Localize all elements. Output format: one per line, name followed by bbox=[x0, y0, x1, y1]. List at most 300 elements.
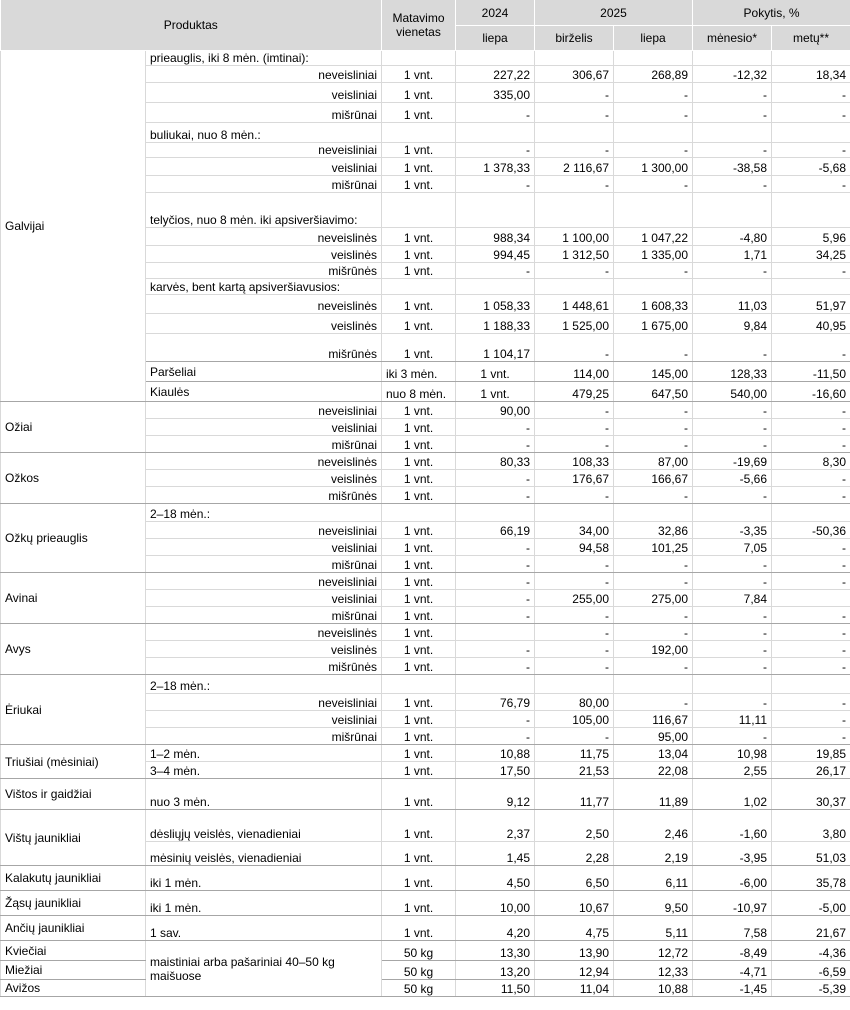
unit-cell: 1 vnt. bbox=[382, 573, 456, 590]
value-cell: 6,50 bbox=[535, 866, 614, 891]
product-spec: 3–4 mėn. bbox=[146, 762, 382, 779]
value-cell bbox=[614, 51, 693, 66]
value-cell: 1 100,00 bbox=[535, 228, 614, 246]
value-cell: - bbox=[772, 263, 850, 279]
value-cell: - bbox=[693, 694, 772, 711]
value-cell: - bbox=[535, 402, 614, 419]
table-row bbox=[1, 779, 850, 810]
value-cell: - bbox=[772, 539, 850, 556]
header-sub-3: mėnesio* bbox=[693, 26, 772, 51]
table-row bbox=[1, 980, 850, 997]
value-cell: 21,53 bbox=[535, 762, 614, 779]
table-row bbox=[1, 402, 850, 419]
unit-cell: 1 vnt. bbox=[382, 556, 456, 573]
table-row bbox=[1, 866, 850, 891]
product-name: Vištų jaunikliai bbox=[1, 810, 146, 866]
value-cell bbox=[535, 675, 614, 694]
value-cell bbox=[535, 504, 614, 522]
value-cell: 540,00 bbox=[693, 382, 772, 402]
product-spec: 1 sav. bbox=[146, 916, 382, 941]
value-cell: 994,45 bbox=[456, 246, 535, 263]
unit-cell: 1 vnt. bbox=[382, 810, 456, 842]
value-cell: 26,17 bbox=[772, 762, 850, 779]
value-cell: -5,66 bbox=[693, 470, 772, 487]
value-cell: - bbox=[772, 624, 850, 641]
unit-cell bbox=[382, 675, 456, 694]
product-spec: iki 1 mėn. bbox=[146, 866, 382, 891]
header-change: Pokytis, % bbox=[693, 0, 850, 26]
value-cell: 9,12 bbox=[456, 779, 535, 810]
value-cell: 268,89 bbox=[614, 66, 693, 83]
header-product: Produktas bbox=[1, 0, 382, 51]
product-spec: mišrūnai bbox=[146, 103, 382, 123]
unit-cell: 1 vnt. bbox=[382, 158, 456, 176]
value-cell: 13,20 bbox=[456, 961, 535, 980]
unit-cell: 1 vnt. bbox=[382, 745, 456, 762]
product-name: Kviečiai bbox=[1, 941, 146, 961]
value-cell: 227,22 bbox=[456, 66, 535, 83]
unit-cell: 1 vnt. bbox=[382, 779, 456, 810]
value-cell: 2,46 bbox=[614, 810, 693, 842]
table-body bbox=[1, 51, 850, 997]
value-cell: - bbox=[614, 694, 693, 711]
unit-cell: 1 vnt. bbox=[382, 522, 456, 539]
value-cell: 2 116,67 bbox=[535, 158, 614, 176]
product-name: Paršeliai bbox=[146, 362, 382, 382]
product-spec: neveisliniai bbox=[146, 573, 382, 590]
value-cell: 76,79 bbox=[456, 694, 535, 711]
value-cell: - bbox=[535, 334, 614, 362]
product-spec: mišrūnai bbox=[146, 728, 382, 745]
value-cell: 192,00 bbox=[614, 641, 693, 658]
value-cell: 335,00 bbox=[456, 83, 535, 103]
value-cell: - bbox=[693, 658, 772, 675]
product-spec: veisliniai bbox=[146, 711, 382, 728]
value-cell: -4,80 bbox=[693, 228, 772, 246]
value-cell: 108,33 bbox=[535, 453, 614, 470]
value-cell: - bbox=[614, 334, 693, 362]
value-cell: -6,00 bbox=[693, 866, 772, 891]
value-cell bbox=[693, 123, 772, 143]
value-cell: - bbox=[456, 556, 535, 573]
product-name: Ančių jaunikliai bbox=[1, 916, 146, 941]
value-cell: 11,75 bbox=[535, 745, 614, 762]
value-cell: - bbox=[614, 573, 693, 590]
value-cell bbox=[456, 279, 535, 295]
value-cell: 479,25 bbox=[535, 382, 614, 402]
product-name: Vištos ir gaidžiai bbox=[1, 779, 146, 810]
value-cell bbox=[456, 51, 535, 66]
value-cell: 2,50 bbox=[535, 810, 614, 842]
value-cell: - bbox=[456, 590, 535, 607]
table-row bbox=[1, 916, 850, 941]
value-cell: - bbox=[535, 573, 614, 590]
unit-cell: 1 vnt. bbox=[382, 842, 456, 866]
value-cell: 116,67 bbox=[614, 711, 693, 728]
value-cell: -5,39 bbox=[772, 980, 850, 997]
unit-cell: 50 kg bbox=[382, 980, 456, 997]
product-spec: veisliniai bbox=[146, 539, 382, 556]
value-cell bbox=[772, 193, 850, 228]
header-year-2024: 2024 bbox=[456, 0, 535, 26]
value-cell: -38,58 bbox=[693, 158, 772, 176]
value-cell: 275,00 bbox=[614, 590, 693, 607]
product-spec: prieauglis, iki 8 mėn. (imtinai): bbox=[146, 51, 382, 66]
value-cell: - bbox=[535, 176, 614, 193]
value-cell bbox=[456, 123, 535, 143]
value-cell: - bbox=[693, 103, 772, 123]
value-cell: - bbox=[693, 556, 772, 573]
unit-cell: 1 vnt. bbox=[382, 624, 456, 641]
value-cell: 51,03 bbox=[772, 842, 850, 866]
value-cell: 32,86 bbox=[614, 522, 693, 539]
unit-cell: 1 vnt. bbox=[382, 66, 456, 83]
value-cell: 12,94 bbox=[535, 961, 614, 980]
value-cell: 80,00 bbox=[535, 694, 614, 711]
value-cell: 1 047,22 bbox=[614, 228, 693, 246]
value-cell bbox=[772, 504, 850, 522]
value-cell bbox=[614, 193, 693, 228]
product-spec: veisliniai bbox=[146, 83, 382, 103]
value-cell: 1 335,00 bbox=[614, 246, 693, 263]
value-cell bbox=[693, 675, 772, 694]
product-spec: neveislinės bbox=[146, 228, 382, 246]
value-cell: - bbox=[614, 419, 693, 436]
value-cell: - bbox=[614, 658, 693, 675]
value-cell: 10,67 bbox=[535, 891, 614, 916]
value-cell: - bbox=[693, 83, 772, 103]
value-cell: - bbox=[693, 263, 772, 279]
value-cell: 2,55 bbox=[693, 762, 772, 779]
product-spec: mišrūnai bbox=[146, 556, 382, 573]
value-cell: - bbox=[535, 143, 614, 158]
unit-cell: 1 vnt. bbox=[382, 694, 456, 711]
value-cell: 5,96 bbox=[772, 228, 850, 246]
value-cell: - bbox=[614, 176, 693, 193]
value-cell: 2,19 bbox=[614, 842, 693, 866]
product-spec: 1–2 mėn. bbox=[146, 745, 382, 762]
value-cell: - bbox=[614, 436, 693, 453]
product-spec: veislinės bbox=[146, 246, 382, 263]
product-spec: neveislinės bbox=[146, 453, 382, 470]
value-cell: 10,98 bbox=[693, 745, 772, 762]
header-sub-1: birželis bbox=[535, 26, 614, 51]
table-row bbox=[1, 504, 850, 522]
value-cell bbox=[456, 193, 535, 228]
value-cell bbox=[772, 279, 850, 295]
unit-cell bbox=[382, 279, 456, 295]
value-cell: - bbox=[614, 143, 693, 158]
value-cell: - bbox=[456, 436, 535, 453]
value-cell: - bbox=[693, 143, 772, 158]
value-cell bbox=[535, 193, 614, 228]
value-cell: 4,50 bbox=[456, 866, 535, 891]
table-row bbox=[1, 675, 850, 694]
unit-cell: 1 vnt. bbox=[382, 83, 456, 103]
value-cell: 1 525,00 bbox=[535, 314, 614, 334]
product-spec: neveisliniai bbox=[146, 694, 382, 711]
value-cell: - bbox=[693, 487, 772, 504]
value-cell: -3,95 bbox=[693, 842, 772, 866]
value-cell: - bbox=[693, 419, 772, 436]
value-cell bbox=[535, 123, 614, 143]
unit-cell: 1 vnt. bbox=[382, 419, 456, 436]
value-cell: 10,00 bbox=[456, 891, 535, 916]
value-cell: - bbox=[535, 103, 614, 123]
value-cell: -4,36 bbox=[772, 941, 850, 961]
product-spec: veislinės bbox=[146, 470, 382, 487]
value-cell bbox=[772, 590, 850, 607]
unit-cell: 1 vnt. bbox=[382, 436, 456, 453]
product-spec: neveisliniai bbox=[146, 522, 382, 539]
table-row bbox=[1, 51, 850, 66]
value-cell: - bbox=[535, 728, 614, 745]
value-cell: - bbox=[693, 573, 772, 590]
product-name: Ožkos bbox=[1, 453, 146, 504]
value-cell: - bbox=[535, 419, 614, 436]
value-cell: 17,50 bbox=[456, 762, 535, 779]
value-cell: - bbox=[772, 641, 850, 658]
unit-cell: 1 vnt. bbox=[382, 314, 456, 334]
value-cell: 647,50 bbox=[614, 382, 693, 402]
value-cell: - bbox=[614, 103, 693, 123]
product-spec: mėsinių veislės, vienadieniai bbox=[146, 842, 382, 866]
value-cell: - bbox=[456, 103, 535, 123]
value-cell: - bbox=[614, 83, 693, 103]
product-name: Avinai bbox=[1, 573, 146, 624]
product-spec: 2–18 mėn.: bbox=[146, 675, 382, 694]
product-name: Žąsų jaunikliai bbox=[1, 891, 146, 916]
value-cell: -1,60 bbox=[693, 810, 772, 842]
unit-cell: 1 vnt. bbox=[382, 607, 456, 624]
value-cell: - bbox=[456, 658, 535, 675]
unit-cell: 1 vnt. bbox=[382, 103, 456, 123]
value-cell bbox=[772, 675, 850, 694]
value-cell: - bbox=[535, 641, 614, 658]
value-cell: - bbox=[772, 176, 850, 193]
unit-cell: 1 vnt. bbox=[382, 143, 456, 158]
value-cell: 1,02 bbox=[693, 779, 772, 810]
value-cell: - bbox=[772, 573, 850, 590]
value-cell: 90,00 bbox=[456, 402, 535, 419]
table-row bbox=[1, 891, 850, 916]
value-cell: - bbox=[456, 728, 535, 745]
value-cell: - bbox=[614, 624, 693, 641]
value-cell: - bbox=[772, 487, 850, 504]
value-cell: -16,60 bbox=[772, 382, 850, 402]
value-cell bbox=[693, 193, 772, 228]
value-cell: 1 058,33 bbox=[456, 295, 535, 314]
product-name: Galvijai bbox=[1, 51, 146, 402]
value-cell: 13,90 bbox=[535, 941, 614, 961]
product-name: Triušiai (mėsiniai) bbox=[1, 745, 146, 779]
product-spec: 2–18 mėn.: bbox=[146, 504, 382, 522]
header-year-2025: 2025 bbox=[535, 0, 693, 26]
product-spec: mišrūnės bbox=[146, 334, 382, 362]
product-name: Avys bbox=[1, 624, 146, 675]
value-cell: 66,19 bbox=[456, 522, 535, 539]
unit-cell bbox=[382, 51, 456, 66]
value-cell: - bbox=[614, 487, 693, 504]
unit-cell: 1 vnt. bbox=[382, 453, 456, 470]
product-spec: veisliniai bbox=[146, 590, 382, 607]
value-cell: 1 675,00 bbox=[614, 314, 693, 334]
unit-cell: 1 vnt. bbox=[382, 539, 456, 556]
value-cell: 105,00 bbox=[535, 711, 614, 728]
product-spec: karvės, bent kartą apsiveršiavusios: bbox=[146, 279, 382, 295]
unit-cell: 1 vnt. bbox=[382, 334, 456, 362]
value-cell: -11,50 bbox=[772, 362, 850, 382]
value-cell: - bbox=[772, 419, 850, 436]
value-cell: - bbox=[693, 641, 772, 658]
product-spec: maistiniai arba pašariniai 40–50 kg maišuose bbox=[146, 941, 382, 997]
value-cell: - bbox=[535, 83, 614, 103]
value-cell bbox=[535, 279, 614, 295]
value-cell: - bbox=[693, 624, 772, 641]
value-cell: 1 104,17 bbox=[456, 334, 535, 362]
header-sub-4: metų** bbox=[772, 26, 850, 51]
value-cell: 1 312,50 bbox=[535, 246, 614, 263]
value-cell: - bbox=[456, 470, 535, 487]
value-cell: 306,67 bbox=[535, 66, 614, 83]
value-cell bbox=[456, 504, 535, 522]
product-spec: mišrūnės bbox=[146, 263, 382, 279]
value-cell: 22,08 bbox=[614, 762, 693, 779]
value-cell: 21,67 bbox=[772, 916, 850, 941]
value-cell: -12,32 bbox=[693, 66, 772, 83]
product-spec: veisliniai bbox=[146, 158, 382, 176]
value-cell: 34,25 bbox=[772, 246, 850, 263]
value-cell: - bbox=[693, 334, 772, 362]
unit-cell: 1 vnt. bbox=[382, 866, 456, 891]
unit-cell: 1 vnt. bbox=[382, 762, 456, 779]
product-name: Ėriukai bbox=[1, 675, 146, 745]
product-spec: mišrūnės bbox=[146, 487, 382, 504]
value-cell: 87,00 bbox=[614, 453, 693, 470]
value-cell: - bbox=[772, 728, 850, 745]
product-name: Kalakutų jaunikliai bbox=[1, 866, 146, 891]
unit-cell: 1 vnt. bbox=[382, 641, 456, 658]
product-spec: iki 1 mėn. bbox=[146, 891, 382, 916]
value-cell: - bbox=[456, 263, 535, 279]
value-cell: 19,85 bbox=[772, 745, 850, 762]
value-cell: - bbox=[456, 641, 535, 658]
value-cell bbox=[693, 504, 772, 522]
table-row bbox=[1, 941, 850, 961]
value-cell: 2,37 bbox=[456, 810, 535, 842]
unit-cell bbox=[382, 504, 456, 522]
value-cell: 1,45 bbox=[456, 842, 535, 866]
product-spec: neveislinės bbox=[146, 295, 382, 314]
value-cell: 11,77 bbox=[535, 779, 614, 810]
value-cell: - bbox=[535, 658, 614, 675]
value-cell bbox=[456, 624, 535, 641]
value-cell: - bbox=[693, 176, 772, 193]
value-cell: - bbox=[772, 694, 850, 711]
value-cell: -5,68 bbox=[772, 158, 850, 176]
value-cell: - bbox=[693, 436, 772, 453]
value-cell: 40,95 bbox=[772, 314, 850, 334]
value-cell: - bbox=[614, 402, 693, 419]
value-cell: - bbox=[772, 402, 850, 419]
value-cell: -19,69 bbox=[693, 453, 772, 470]
value-cell: 4,20 bbox=[456, 916, 535, 941]
unit-cell bbox=[382, 123, 456, 143]
value-cell: 30,37 bbox=[772, 779, 850, 810]
unit-cell: 1 vnt. bbox=[382, 891, 456, 916]
unit-cell: 1 vnt. bbox=[382, 246, 456, 263]
value-cell: 11,89 bbox=[614, 779, 693, 810]
value-cell: - bbox=[772, 436, 850, 453]
product-spec: neveisliniai bbox=[146, 402, 382, 419]
value-cell: 1 448,61 bbox=[535, 295, 614, 314]
unit-cell: 1 vnt. bbox=[382, 295, 456, 314]
value-cell: 101,25 bbox=[614, 539, 693, 556]
value-cell bbox=[614, 504, 693, 522]
unit-cell: 50 kg bbox=[382, 961, 456, 980]
value-cell: 95,00 bbox=[614, 728, 693, 745]
value-cell: - bbox=[772, 103, 850, 123]
value-cell: 4,75 bbox=[535, 916, 614, 941]
value-cell: 10,88 bbox=[456, 745, 535, 762]
unit-cell: 1 vnt. bbox=[456, 382, 535, 402]
product-spec: nuo 3 mėn. bbox=[146, 779, 382, 810]
header-sub-2: liepa bbox=[614, 26, 693, 51]
value-cell: -4,71 bbox=[693, 961, 772, 980]
value-cell: 3,80 bbox=[772, 810, 850, 842]
product-name: Ožkų prieauglis bbox=[1, 504, 146, 573]
unit-cell: 1 vnt. bbox=[382, 470, 456, 487]
value-cell: - bbox=[456, 143, 535, 158]
unit-cell: 1 vnt. bbox=[382, 402, 456, 419]
product-name: Avižos bbox=[1, 980, 146, 997]
value-cell: 6,11 bbox=[614, 866, 693, 891]
unit-cell: 50 kg bbox=[382, 941, 456, 961]
value-cell: 12,33 bbox=[614, 961, 693, 980]
unit-cell bbox=[382, 193, 456, 228]
value-cell: - bbox=[614, 263, 693, 279]
value-cell: - bbox=[772, 83, 850, 103]
product-spec: neveisliniai bbox=[146, 66, 382, 83]
value-cell: 2,28 bbox=[535, 842, 614, 866]
value-cell: - bbox=[456, 711, 535, 728]
value-cell: - bbox=[772, 711, 850, 728]
product-spec: veislinės bbox=[146, 641, 382, 658]
value-cell: - bbox=[456, 573, 535, 590]
unit-cell: 1 vnt. bbox=[382, 263, 456, 279]
value-cell: 128,33 bbox=[693, 362, 772, 382]
value-cell: - bbox=[772, 470, 850, 487]
value-cell bbox=[456, 675, 535, 694]
product-spec: neveisliniai bbox=[146, 143, 382, 158]
value-cell: 1 300,00 bbox=[614, 158, 693, 176]
value-cell: -50,36 bbox=[772, 522, 850, 539]
value-cell: - bbox=[693, 728, 772, 745]
unit-cell: 1 vnt. bbox=[382, 916, 456, 941]
value-cell: - bbox=[772, 658, 850, 675]
value-cell: - bbox=[535, 436, 614, 453]
value-cell bbox=[614, 123, 693, 143]
unit-cell: 1 vnt. bbox=[382, 658, 456, 675]
value-cell: - bbox=[456, 419, 535, 436]
value-cell: -1,45 bbox=[693, 980, 772, 997]
value-cell: 176,67 bbox=[535, 470, 614, 487]
table-row bbox=[1, 624, 850, 641]
value-cell: 1 378,33 bbox=[456, 158, 535, 176]
header-sub-0: liepa bbox=[456, 26, 535, 51]
value-cell: 145,00 bbox=[614, 362, 693, 382]
unit-cell: 1 vnt. bbox=[382, 228, 456, 246]
